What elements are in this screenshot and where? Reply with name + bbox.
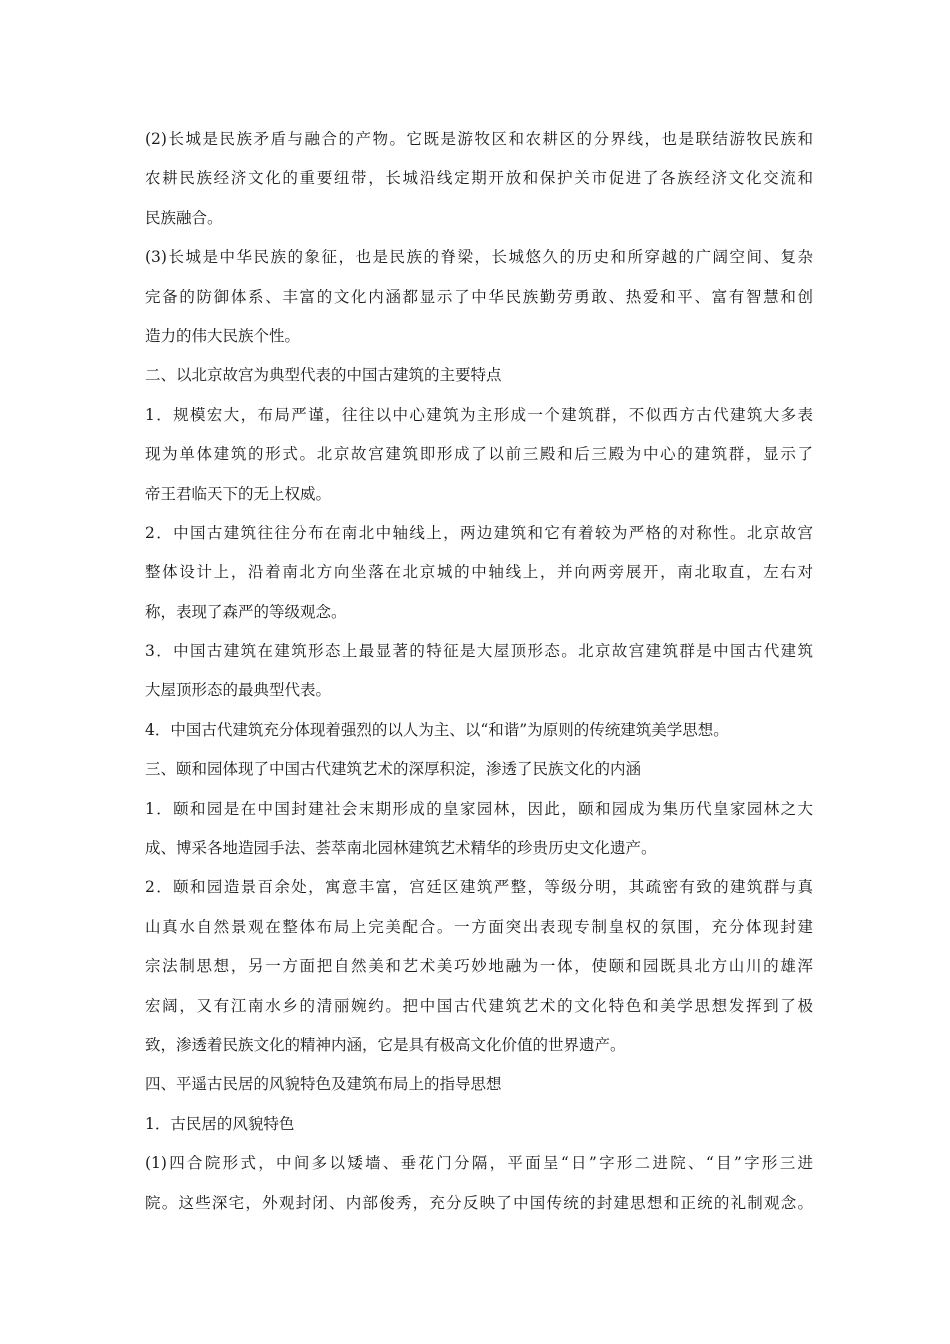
- text-line: (1)四合院形式，中间多以矮墙、垂花门分隔，平面呈“日”字形二进院、“目”字形三进: [145, 1154, 813, 1173]
- text-line: 2．中国古建筑往往分布在南北中轴线上，两边建筑和它有着较为严格的对称性。北京故宫: [145, 523, 813, 542]
- text-line: (2)长城是民族矛盾与融合的产物。它既是游牧区和农耕区的分界线，也是联结游牧民族和: [145, 130, 813, 148]
- text-line: 宗法制思想，另一方面把自然美和艺术美巧妙地融为一体，使颐和园既具北方山川的雄浑: [145, 957, 813, 976]
- text-line: 称，表现了森严的等级观念。: [145, 602, 347, 621]
- text-line: 民族融合。: [145, 208, 223, 227]
- text-line: 院。这些深宅，外观封闭、内部俊秀，充分反映了中国传统的封建思想和正统的礼制观念。: [145, 1193, 813, 1212]
- text-line: 山真水自然景观在整体布局上完美配合。一方面突出表现专制皇权的氛围，充分体现封建: [145, 917, 813, 936]
- text-line: 致，渗透着民族文化的精神内涵，它是具有极高文化价值的世界遗产。: [145, 1035, 626, 1054]
- section-heading: 三、颐和园体现了中国古代建筑艺术的深厚积淀，渗透了民族文化的内涵: [145, 760, 642, 779]
- text-line: 宏阔，又有江南水乡的清丽婉约。把中国古代建筑艺术的文化特色和美学思想发挥到了极: [145, 996, 813, 1015]
- text-line: 完备的防御体系、丰富的文化内涵都显示了中华民族勤劳勇敢、热爱和平、富有智慧和创: [145, 287, 813, 306]
- text-line: 现为单体建筑的形式。北京故宫建筑即形成了以前三殿和后三殿为中心的建筑群，显示了: [145, 445, 813, 464]
- document-body: [145, 120, 813, 1223]
- text-line: 造力的伟大民族个性。: [145, 326, 301, 345]
- text-line: 2．颐和园造景百余处，寓意丰富，宫廷区建筑严整，等级分明，其疏密有致的建筑群与真: [145, 878, 813, 897]
- text-line: 农耕民族经济文化的重要纽带，长城沿线定期开放和保护关市促进了各族经济文化交流和: [145, 169, 813, 188]
- text-line: 4．中国古代建筑充分体现着强烈的以人为主、以“和谐”为原则的传统建筑美学思想。: [145, 720, 729, 739]
- text-line: 整体设计上，沿着南北方向坐落在北京城的中轴线上，并向两旁展开，南北取直，左右对: [145, 563, 813, 582]
- section-heading: 二、以北京故宫为典型代表的中国古建筑的主要特点: [145, 366, 502, 385]
- text-line: 大屋顶形态的最典型代表。: [145, 681, 332, 700]
- text-line: 3．中国古建筑在建筑形态上最显著的特征是大屋顶形态。北京故宫建筑群是中国古代建筑: [145, 642, 813, 661]
- text-line: 1．颐和园是在中国封建社会末期形成的皇家园林，因此，颐和园成为集历代皇家园林之大: [145, 799, 813, 818]
- text-line: (3)长城是中华民族的象征，也是民族的脊梁，长城悠久的历史和所穿越的广阔空间、复杂: [145, 248, 813, 267]
- section-heading: 四、平遥古民居的风貌特色及建筑布局上的指导思想: [145, 1075, 502, 1094]
- text-line: 成、博采各地造园手法、荟萃南北园林建筑艺术精华的珍贵历史文化遗产。: [145, 839, 657, 858]
- subsection-heading: 1．古民居的风貌特色: [145, 1114, 295, 1133]
- text-line: 1．规模宏大，布局严谨，往往以中心建筑为主形成一个建筑群，不似西方古代建筑大多表: [145, 405, 813, 424]
- text-line: 帝王君临天下的无上权威。: [145, 484, 332, 503]
